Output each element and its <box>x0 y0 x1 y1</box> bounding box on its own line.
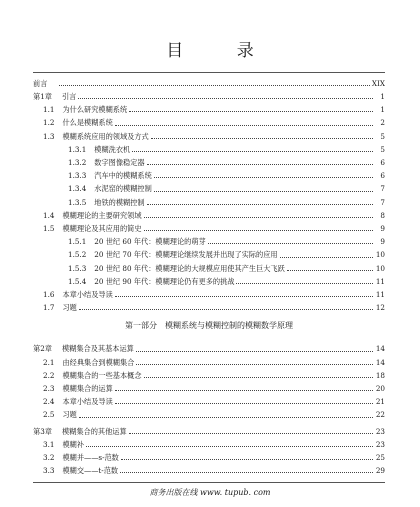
toc-page-number: 22 <box>375 410 385 420</box>
dot-leader <box>280 257 373 258</box>
toc-entry[interactable] <box>33 263 385 272</box>
dot-leader <box>154 177 373 178</box>
toc-page-number: 10 <box>375 263 385 273</box>
toc-entry[interactable] <box>33 91 385 100</box>
dot-leader <box>132 151 373 152</box>
toc-entry[interactable] <box>33 210 385 219</box>
toc-title: 模糊理论的主要研究领域 <box>62 210 142 220</box>
toc-page-number: 6 <box>380 157 385 167</box>
toc-title: 模糊集合及其基本运算 <box>61 344 134 354</box>
dot-leader <box>136 351 373 352</box>
toc-page-number: 7 <box>380 197 385 207</box>
toc-title: 水泥窑的模糊控制 <box>94 184 152 194</box>
toc-page-number: 18 <box>375 370 385 380</box>
toc-title: 由经典集合到模糊集合 <box>62 357 135 367</box>
dot-leader <box>115 403 373 404</box>
toc-title: 数字图像稳定器 <box>94 157 145 167</box>
toc-entry[interactable] <box>33 289 385 298</box>
toc-title: 汽车中的模糊系统 <box>94 171 152 181</box>
toc-number: 3.1 <box>43 439 55 449</box>
toc-title: 模糊理论及其应用的简史 <box>62 223 142 233</box>
dot-leader <box>147 204 373 205</box>
toc-entry[interactable] <box>33 118 385 127</box>
toc-number: 1.3.3 <box>68 171 87 181</box>
dot-leader <box>144 377 373 378</box>
toc-title: 20 世纪 80 年代：模糊理论的大规模应用使其产生巨大飞跃 <box>94 263 285 273</box>
toc-page-number: 1 <box>380 105 385 115</box>
toc-entry[interactable] <box>33 250 385 259</box>
toc-page-number: 11 <box>375 276 385 286</box>
dot-leader <box>147 164 373 165</box>
toc-page-number: 25 <box>375 452 385 462</box>
toc-number: 第1章 <box>33 91 52 101</box>
toc-page-number: 12 <box>375 303 385 313</box>
toc-page-number: 20 <box>375 383 385 393</box>
dot-leader <box>121 459 373 460</box>
toc-page-number: 9 <box>380 237 385 247</box>
toc-number: 1.3.2 <box>68 157 87 167</box>
toc-page-number: 5 <box>380 144 385 154</box>
toc-number: 3.3 <box>43 466 55 476</box>
toc-number: 1.5.3 <box>68 263 87 273</box>
toc-number: 前言 <box>33 78 48 88</box>
toc-page-number: 6 <box>380 171 385 181</box>
toc-number: 1.3.5 <box>68 197 87 207</box>
toc-title: 模糊系统应用的领域及方式 <box>62 131 149 141</box>
dot-leader <box>115 390 373 391</box>
toc-page-number: 5 <box>380 131 385 141</box>
dot-leader <box>144 217 373 218</box>
toc-number: 1.4 <box>43 210 55 220</box>
toc-page-number: 9 <box>380 223 385 233</box>
dot-leader <box>129 111 373 112</box>
dot-leader <box>59 85 370 86</box>
dot-leader <box>287 270 373 271</box>
toc-page-number: 14 <box>375 344 385 354</box>
toc-page-number: 10 <box>375 250 385 260</box>
toc-number: 1.2 <box>43 118 55 128</box>
toc-page-number: 21 <box>375 397 385 407</box>
footer-url[interactable]: 商务出版在线 www. tupub. com <box>149 488 271 497</box>
toc-title: 本章小结及导读 <box>62 397 113 407</box>
toc-number: 1.6 <box>43 289 55 299</box>
toc-entry[interactable] <box>33 396 385 405</box>
toc-entry[interactable] <box>33 439 385 448</box>
toc-page-number: 1 <box>380 91 385 101</box>
toc-page-number: 23 <box>375 426 385 436</box>
dot-leader <box>79 309 373 310</box>
toc-number: 2.3 <box>43 383 55 393</box>
toc-page-number: 8 <box>380 210 385 220</box>
dot-leader <box>151 138 373 139</box>
toc-entry[interactable] <box>33 410 385 419</box>
toc-entry[interactable] <box>33 452 385 461</box>
toc-title: 本章小结及导读 <box>62 289 113 299</box>
toc-number: 2.4 <box>43 397 55 407</box>
toc-number: 1.1 <box>43 105 55 115</box>
toc-entry[interactable] <box>33 344 385 353</box>
toc-title: 20 世纪 70 年代：模糊理论继续发展并出现了实际的应用 <box>94 250 278 260</box>
toc-title: 模糊交——t-范数 <box>62 466 119 476</box>
toc-title: 模糊并——s-范数 <box>62 452 119 462</box>
toc-number: 1.3.1 <box>68 144 87 154</box>
toc-entry[interactable] <box>33 370 385 379</box>
toc-title: 什么是模糊系统 <box>62 118 113 128</box>
toc-page-number: 14 <box>375 357 385 367</box>
dot-leader <box>115 296 373 297</box>
toc-page-number: XIX <box>371 78 385 88</box>
dot-leader <box>208 243 373 244</box>
toc-entry[interactable] <box>33 426 385 435</box>
toc-entry[interactable] <box>33 131 385 140</box>
toc-entry[interactable] <box>33 78 385 87</box>
toc-page-number: 11 <box>375 289 385 299</box>
dot-leader <box>144 230 373 231</box>
toc-number: 2.5 <box>43 410 55 420</box>
toc-entry[interactable] <box>33 276 385 285</box>
toc-entry[interactable] <box>33 104 385 113</box>
title-rule <box>33 72 385 73</box>
dot-leader <box>120 472 373 473</box>
toc-title: 习题 <box>62 303 77 313</box>
toc-number: 1.3 <box>43 131 55 141</box>
toc-entry[interactable] <box>33 302 385 311</box>
toc-title: 模糊集合的一些基本概念 <box>62 370 142 380</box>
toc-page-number: 23 <box>375 439 385 449</box>
toc-number: 2.1 <box>43 357 55 367</box>
dot-leader <box>136 364 373 365</box>
dot-leader <box>236 283 373 284</box>
page-title: 目 录 <box>166 41 278 61</box>
dot-leader <box>115 125 373 126</box>
part-heading: 第一部分 模糊系统与模糊控制的模糊数学原理 <box>125 320 293 330</box>
toc-title: 引言 <box>61 91 77 101</box>
toc-entry[interactable] <box>33 170 385 179</box>
toc-title: 习题 <box>62 410 77 420</box>
toc-entry[interactable] <box>33 223 385 232</box>
toc-number: 第3章 <box>33 426 52 436</box>
toc-entry[interactable] <box>33 157 385 166</box>
toc-number: 1.3.4 <box>68 184 87 194</box>
toc-number: 1.5.1 <box>68 237 87 247</box>
dot-leader <box>86 446 373 447</box>
toc-entry[interactable] <box>33 197 385 206</box>
toc-title: 模糊集合的其他运算 <box>61 426 127 436</box>
toc-entry[interactable] <box>33 144 385 153</box>
toc-page-number: 7 <box>380 184 385 194</box>
toc-title: 模糊洗衣机 <box>94 144 131 154</box>
toc-title: 模糊集合的运算 <box>62 383 113 393</box>
toc-page-number: 2 <box>380 118 385 128</box>
toc-title: 为什么研究模糊系统 <box>62 105 128 115</box>
toc-number: 1.7 <box>43 303 55 313</box>
toc-number: 1.5.4 <box>68 276 87 286</box>
toc-title: 20 世纪 90 年代：模糊理论仍有更多的挑战 <box>94 276 235 286</box>
toc-number: 2.2 <box>43 370 55 380</box>
toc-title: 20 世纪 60 年代：模糊理论的萌芽 <box>94 237 206 247</box>
dot-leader <box>79 417 373 418</box>
toc-entry[interactable] <box>33 357 385 366</box>
toc-number: 1.5 <box>43 223 55 233</box>
toc-title: 模糊补 <box>62 439 85 449</box>
dot-leader <box>154 191 373 192</box>
dot-leader <box>129 433 373 434</box>
toc-number: 3.2 <box>43 452 55 462</box>
toc-page-number: 29 <box>375 466 385 476</box>
toc-number: 第2章 <box>33 344 52 354</box>
toc-entry[interactable] <box>33 184 385 193</box>
toc-number: 1.5.2 <box>68 250 87 260</box>
toc-entry[interactable] <box>33 465 385 474</box>
dot-leader <box>78 98 373 99</box>
toc-entry[interactable] <box>33 236 385 245</box>
footer-rule <box>33 482 385 483</box>
toc-title: 地铁的模糊控制 <box>94 197 145 207</box>
toc-entry[interactable] <box>33 383 385 392</box>
